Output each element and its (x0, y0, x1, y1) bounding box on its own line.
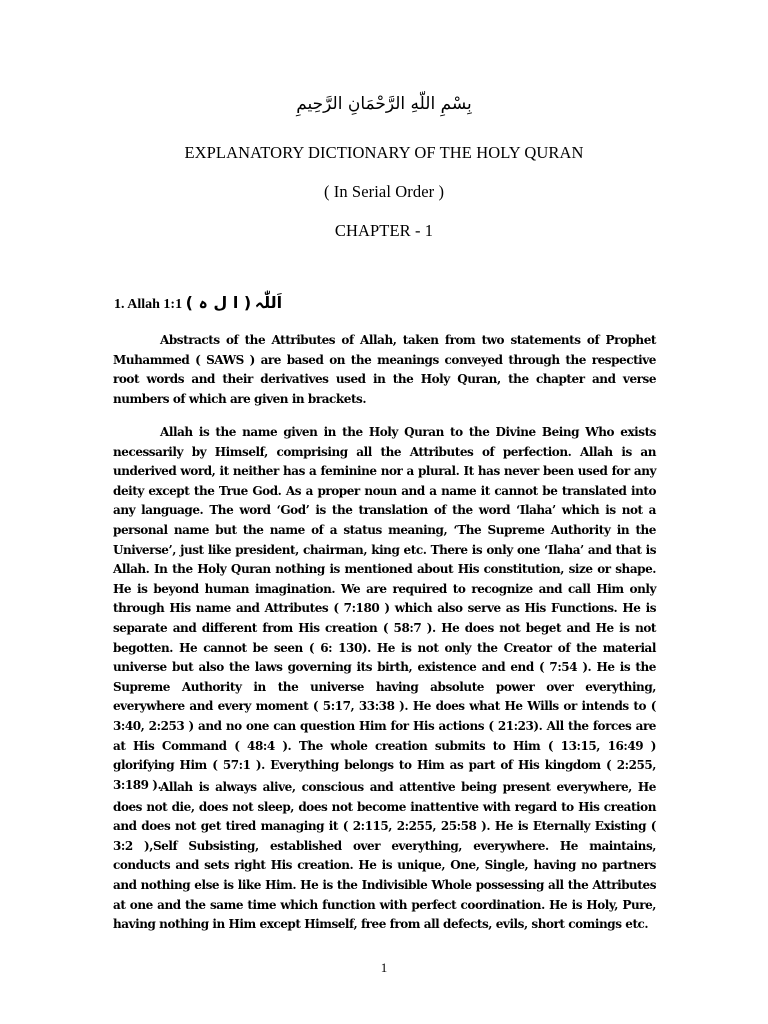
document-subtitle: ( In Serial Order ) (323, 182, 445, 201)
paragraph-2 (113, 423, 656, 795)
page-number: 1 (380, 960, 388, 975)
paragraph-text: Allah is always alive, conscious and attentive being present everywhere, He does not die, does not sleep, does not become inattentive with regard to His creation and does not get tired managing it ( 2:115, 2:255, 25:58 ). He is Eternally Existing ( 3:2 ),Self Subsisting, established over everything, everywhere. He maintains, conducts and sets right His creation. He is unique, One, Single, having no partners and nothing else is like Him. He is the Indivisible Whole possessing all the Attributes at one and the same time which function with perfect coordination. He is Holy, Pure, having nothing in Him except Himself, free from all defects, evils, short comings etc. (113, 780, 656, 932)
entry-heading-label: 1. Allah 1:1 (114, 297, 186, 312)
entry-arabic-word: اَللّٰہ (254, 293, 283, 312)
entry-arabic-roots: ( ا ل ہ ) (185, 293, 252, 312)
chapter-heading: CHAPTER - 1 (334, 221, 434, 240)
entry-heading (114, 293, 282, 313)
paragraph-3 (113, 778, 656, 935)
paragraph-text: Abstracts of the Attributes of Allah, taken from two statements of Prophet Muhammed ( SAWS ) are based on the meanings conveyed through the respective root words and their derivatives used in the Holy Quran, the chapter and verse numbers of which are given in brackets. (113, 333, 656, 406)
bismillah-heading: بِسْمِ اللّهِ الرَّحْمَانِ الرَّحِيمِ (296, 94, 472, 114)
document-title: EXPLANATORY DICTIONARY OF THE HOLY QURAN (184, 143, 584, 162)
paragraph-1 (113, 331, 656, 409)
paragraph-text: Allah is the name given in the Holy Quran to the Divine Being Who exists necessarily by Himself, comprising all the Attributes of perfection. Allah is an underived word, it neither has a feminine nor a plural. It has never been used for any deity except the True God. As a proper noun and a name it cannot be translated into any language. The word ‘God’ is the translation of the word ‘Ilaha’ which is not a personal name but the name of a status meaning, ‘The Supreme Authority in the Universe’, just like president, chairman, king etc. There is only one ‘Ilaha’ and that is Allah. In the Holy Quran nothing is mentioned about His constitution, size or shape. He is beyond human imagination. We are required to recognize and call Him only through His name and Attributes ( 7:180 ) which also serve as His Functions. He is separate and different from His creation ( 58:7 ). He does not beget and He is not begotten. He cannot be seen ( 6: 130). He is not only the Creator of the material universe but also the laws governing its birth, existence and end ( 7:54 ). He is the Supreme Authority in the universe having absolute power over everything, everywhere and every moment ( 5:17, 33:38 ). He does what He Wills or intends to ( 3:40, 2:253 ) and no one can question Him for His actions ( 21:23). All the forces are at His Command ( 48:4 ). The whole creation submits to Him ( 13:15, 16:49 ) glorifying Him ( 57:1 ). Everything belongs to Him as part of His kingdom ( 2:255, 3:189 ). (113, 425, 656, 792)
